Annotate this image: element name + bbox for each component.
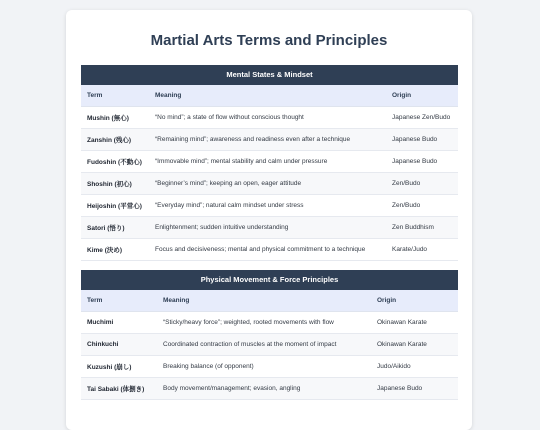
meaning-cell: “Sticky/heavy force”; weighted, rooted movements with flow bbox=[157, 312, 371, 334]
content-card bbox=[66, 10, 472, 430]
term-cell: Shoshin (初心) bbox=[81, 173, 149, 195]
term-cell: Tai Sabaki (体捌き) bbox=[81, 378, 157, 400]
meaning-cell: Focus and decisiveness; mental and physical commitment to a technique bbox=[149, 239, 386, 261]
section-header: Mental States & Mindset bbox=[81, 65, 458, 85]
meaning-cell: Body movement/management; evasion, angling bbox=[157, 378, 371, 400]
meaning-cell: “No mind”; a state of flow without conscious thought bbox=[149, 107, 386, 129]
table-row bbox=[81, 239, 458, 261]
mental-states-section bbox=[81, 65, 458, 261]
term-cell: Kime (決め) bbox=[81, 239, 149, 261]
origin-cell: Okinawan Karate bbox=[371, 334, 458, 356]
origin-cell: Judo/Aikido bbox=[371, 356, 458, 378]
column-header-meaning: Meaning bbox=[149, 85, 386, 107]
table-header-row bbox=[81, 290, 458, 312]
mental-states-table bbox=[81, 85, 458, 261]
physical-movement-section bbox=[81, 270, 458, 400]
origin-cell: Japanese Budo bbox=[371, 378, 458, 400]
table-row bbox=[81, 334, 458, 356]
meaning-cell: “Immovable mind”; mental stability and calm under pressure bbox=[149, 151, 386, 173]
origin-cell: Japanese Budo bbox=[386, 129, 458, 151]
meaning-cell: “Everyday mind”; natural calm mindset under stress bbox=[149, 195, 386, 217]
table-row bbox=[81, 195, 458, 217]
table-row bbox=[81, 129, 458, 151]
term-cell: Muchimi bbox=[81, 312, 157, 334]
table-row bbox=[81, 173, 458, 195]
table-row bbox=[81, 356, 458, 378]
origin-cell: Zen Buddhism bbox=[386, 217, 458, 239]
meaning-cell: “Remaining mind”; awareness and readiness even after a technique bbox=[149, 129, 386, 151]
origin-cell: Zen/Budo bbox=[386, 173, 458, 195]
origin-cell: Karate/Judo bbox=[386, 239, 458, 261]
meaning-cell: “Beginner’s mind”; keeping an open, eager attitude bbox=[149, 173, 386, 195]
table-row bbox=[81, 378, 458, 400]
column-header-meaning: Meaning bbox=[157, 290, 371, 312]
term-cell: Heijoshin (平常心) bbox=[81, 195, 149, 217]
term-cell: Satori (悟り) bbox=[81, 217, 149, 239]
column-header-term: Term bbox=[81, 290, 157, 312]
column-header-origin: Origin bbox=[371, 290, 458, 312]
section-header: Physical Movement & Force Principles bbox=[81, 270, 458, 290]
physical-movement-table bbox=[81, 290, 458, 400]
term-cell: Kuzushi (崩し) bbox=[81, 356, 157, 378]
table-row bbox=[81, 107, 458, 129]
page-title: Martial Arts Terms and Principles bbox=[150, 32, 388, 49]
meaning-cell: Enlightenment; sudden intuitive understanding bbox=[149, 217, 386, 239]
column-header-origin: Origin bbox=[386, 85, 458, 107]
origin-cell: Japanese Zen/Budo bbox=[386, 107, 458, 129]
table-row bbox=[81, 312, 458, 334]
table-header-row bbox=[81, 85, 458, 107]
meaning-cell: Breaking balance (of opponent) bbox=[157, 356, 371, 378]
column-header-term: Term bbox=[81, 85, 149, 107]
origin-cell: Okinawan Karate bbox=[371, 312, 458, 334]
term-cell: Chinkuchi bbox=[81, 334, 157, 356]
table-row bbox=[81, 151, 458, 173]
table-row bbox=[81, 217, 458, 239]
term-cell: Zanshin (残心) bbox=[81, 129, 149, 151]
meaning-cell: Coordinated contraction of muscles at the moment of impact bbox=[157, 334, 371, 356]
origin-cell: Japanese Budo bbox=[386, 151, 458, 173]
origin-cell: Zen/Budo bbox=[386, 195, 458, 217]
term-cell: Fudoshin (不動心) bbox=[81, 151, 149, 173]
term-cell: Mushin (無心) bbox=[81, 107, 149, 129]
